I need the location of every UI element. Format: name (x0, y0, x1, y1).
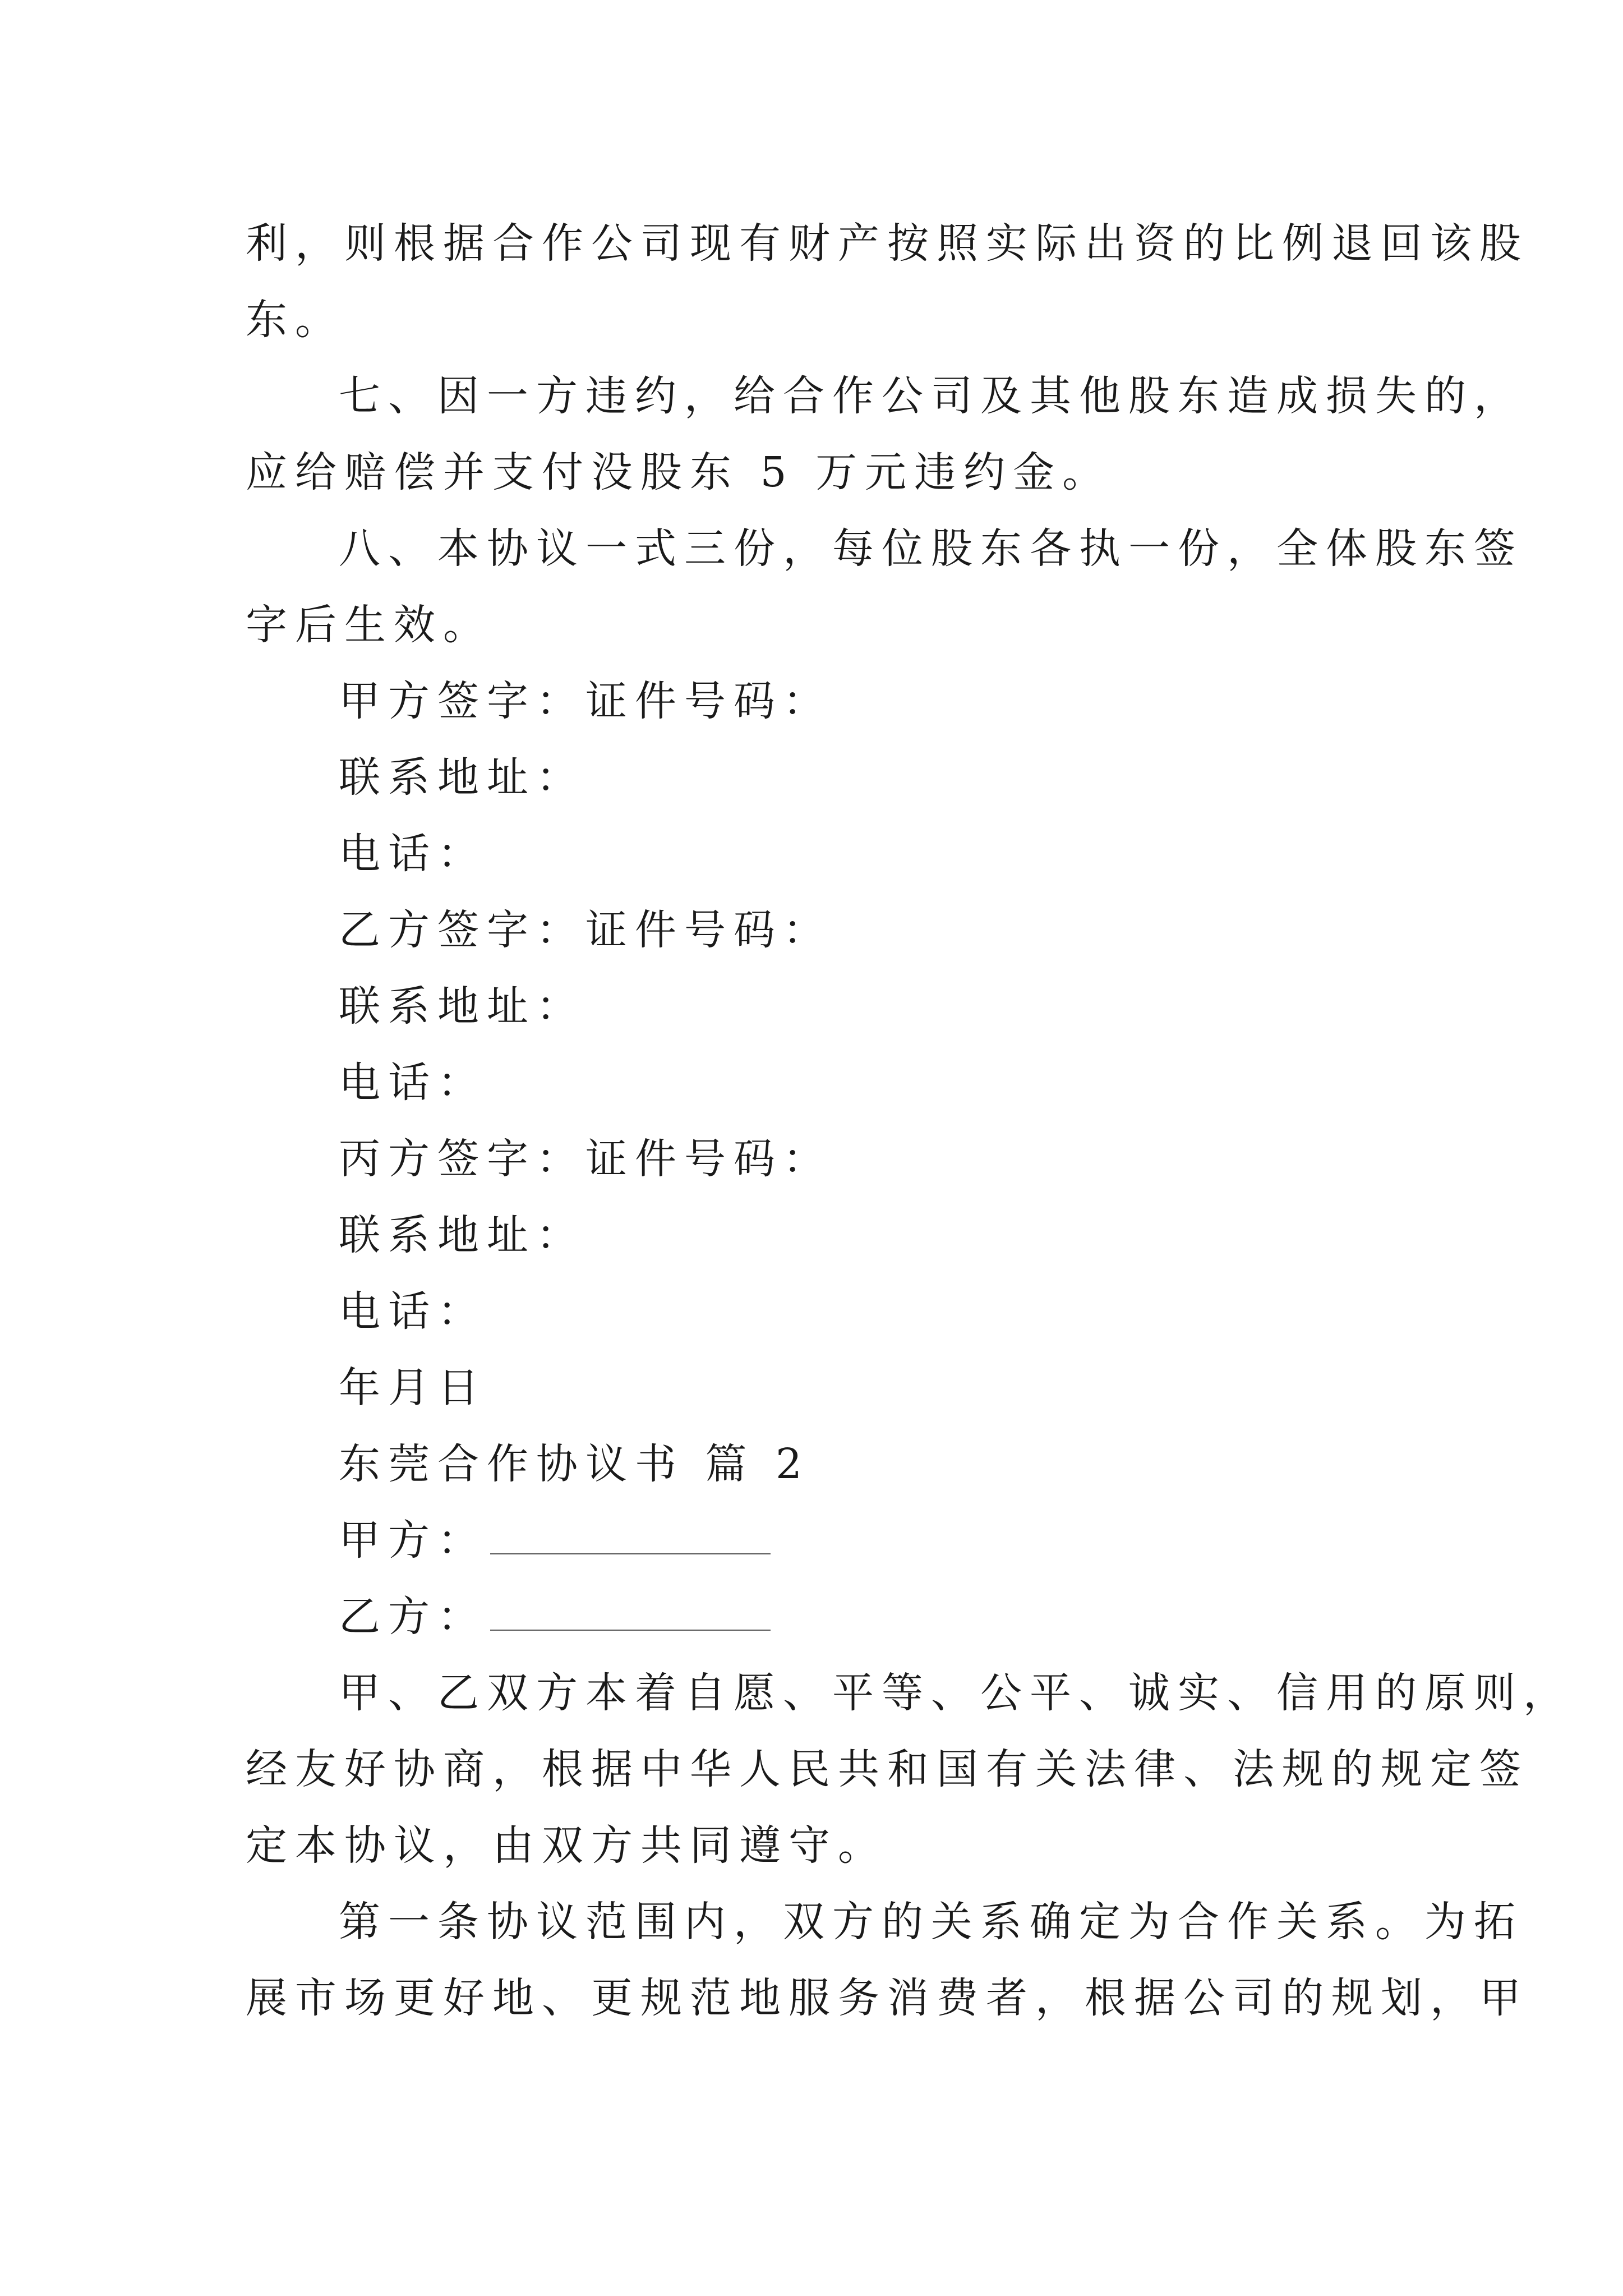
party-a-blank (490, 1514, 771, 1554)
preamble-line: 甲、乙双方本着自愿、平等、公平、诚实、信用的原则， (339, 1669, 1573, 1717)
party-a-address: 联系地址： (339, 753, 585, 802)
date-line: 年月日 (339, 1364, 487, 1412)
party-a-phone: 电话： (339, 830, 487, 878)
party-c-address: 联系地址： (339, 1211, 585, 1259)
section-heading: 东莞合作协议书 篇 2 (339, 1440, 810, 1488)
party-a-field (339, 1512, 771, 1568)
party-b-blank (490, 1590, 771, 1631)
party-b-address: 联系地址： (339, 982, 585, 1030)
preamble-line: 定本协议，由双方共同遵守。 (246, 1821, 887, 1870)
clause-7-line: 应给赔偿并支付没股东 5 万元违约金。 (246, 448, 1112, 496)
clause-8-line: 字后生效。 (246, 601, 492, 649)
paragraph-line: 利，则根据合作公司现有财产按照实际出资的比例退回该股 (246, 219, 1529, 268)
party-b-field (339, 1589, 771, 1645)
article-1-line: 第一条协议范围内，双方的关系确定为合作关系。为拓 (339, 1898, 1523, 1946)
party-b-signature: 乙方签字：证件号码： (339, 906, 832, 954)
article-1-line: 展市场更好地、更规范地服务消费者，根据公司的规划，甲 (246, 1974, 1529, 2022)
party-b-label: 乙方： (339, 1593, 487, 1641)
paragraph-line: 东。 (246, 296, 344, 344)
party-c-phone: 电话： (339, 1287, 487, 1336)
party-b-phone: 电话： (339, 1059, 487, 1107)
party-c-signature: 丙方签字：证件号码： (339, 1135, 832, 1183)
preamble-line: 经友好协商，根据中华人民共和国有关法律、法规的规定签 (246, 1745, 1529, 1793)
clause-8-line: 八、本协议一式三份，每位股东各执一份，全体股东签 (339, 524, 1523, 573)
party-a-label: 甲方： (339, 1516, 487, 1565)
party-a-signature: 甲方签字：证件号码： (339, 677, 832, 725)
clause-7-line: 七、因一方违约，给合作公司及其他股东造成损失的， (339, 372, 1523, 420)
